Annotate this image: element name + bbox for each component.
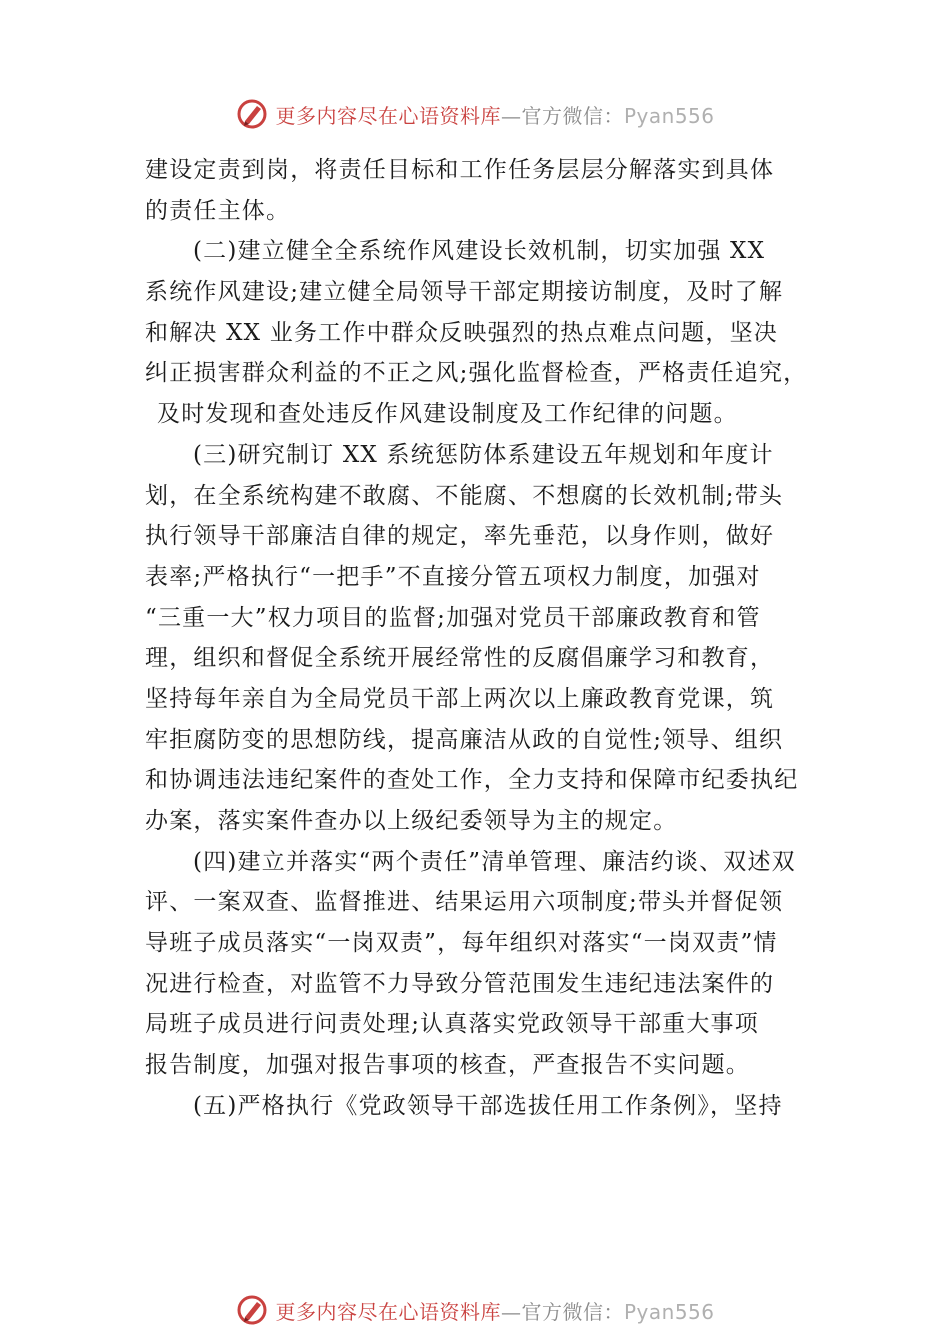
body-line: 评、一案双查、监督推进、结果运用六项制度;带头并督促领: [145, 889, 784, 916]
body-line: 系统作风建设;建立健全局领导干部定期接访制度，及时了解: [145, 279, 784, 306]
body-line: 理，组织和督促全系统开展经常性的反腐倡廉学习和教育，: [145, 645, 775, 672]
pen-logo-icon: [235, 1293, 269, 1327]
pen-logo-icon: [235, 97, 269, 131]
footer-banner: [0, 1290, 950, 1330]
body-line: 办案，落实案件查办以上级纪委领导为主的规定。: [145, 808, 678, 834]
footer-banner-text: [275, 1296, 714, 1325]
footer-wechat-label: 官方微信：: [521, 1299, 624, 1324]
body-line: 坚持每年亲自为全局党员干部上两次以上廉政教育党课，筑: [145, 685, 775, 712]
header-wechat-id: Pyan556: [623, 103, 715, 128]
header-banner-dash: —: [500, 103, 522, 128]
header-banner-title: 更多内容尽在心语资料库: [275, 103, 501, 128]
body-line: 及时发现和查处违反作风建设制度及工作纪律的问题。: [157, 401, 738, 428]
body-line: 表率;严格执行“一把手”不直接分管五项权力制度，加强对: [145, 563, 761, 590]
paragraph-5-start: (五)严格执行《党政领导干部选拔任用工作条例》，坚持: [193, 1092, 783, 1119]
body-line: 导班子成员落实“一岗双责”，每年组织对落实“一岗双责”情: [145, 930, 778, 957]
body-line: 执行领导干部廉洁自律的规定，率先垂范，以身作则，做好: [145, 523, 775, 550]
header-banner-text: [275, 100, 714, 129]
body-line: 局班子成员进行问责处理;认真落实党政领导干部重大事项: [145, 1011, 759, 1038]
body-line: 纠正损害群众利益的不正之风;强化监督检查，严格责任追究，: [145, 360, 808, 387]
paragraph-2-start: (二)建立健全全系统作风建设长效机制，切实加强 XX: [193, 238, 766, 265]
footer-banner-title: 更多内容尽在心语资料库: [275, 1299, 501, 1324]
paragraph-3-start: (三)研究制订 XX 系统惩防体系建设五年规划和年度计: [193, 441, 774, 468]
header-wechat-label: 官方微信：: [521, 103, 624, 128]
body-line: 划，在全系统构建不敢腐、不能腐、不想腐的长效机制;带头: [145, 482, 784, 509]
footer-banner-dash: —: [500, 1299, 522, 1324]
header-banner: [0, 94, 950, 134]
body-line: 报告制度，加强对报告事项的核查，严查报告不实问题。: [145, 1052, 750, 1079]
body-line: 建设定责到岗，将责任目标和工作任务层层分解落实到具体: [145, 157, 775, 183]
document-body: [145, 150, 825, 1127]
body-line: 的责任主体。: [145, 197, 291, 224]
body-line: 况进行检查，对监管不力导致分管范围发生违纪违法案件的: [145, 970, 775, 997]
body-line: 和解决 XX 业务工作中群众反映强烈的热点难点问题，坚决: [145, 319, 778, 346]
body-line: “三重一大”权力项目的监督;加强对党员干部廉政教育和管: [145, 604, 761, 631]
footer-wechat-id: Pyan556: [623, 1299, 715, 1324]
body-line: 牢拒腐防变的思想防线，提高廉洁从政的自觉性;领导、组织: [145, 726, 784, 753]
paragraph-4-start: (四)建立并落实“两个责任”清单管理、廉洁约谈、双述双: [193, 848, 796, 875]
body-line: 和协调违法违纪案件的查处工作，全力支持和保障市纪委执纪: [145, 767, 799, 794]
